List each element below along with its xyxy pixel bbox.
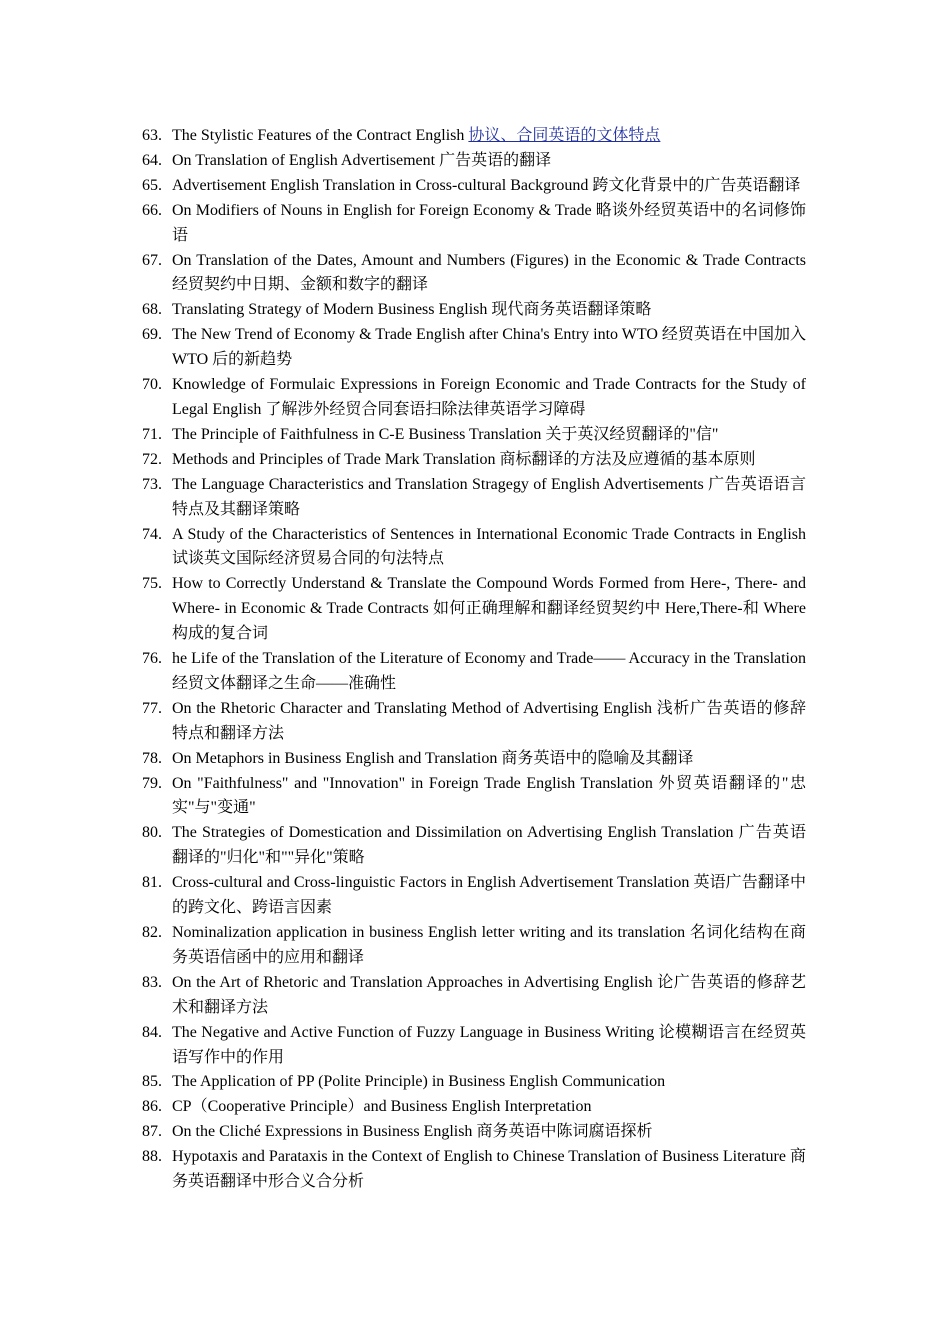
item-number: 80. bbox=[142, 824, 162, 842]
list-item bbox=[142, 249, 806, 299]
list-item bbox=[142, 448, 806, 473]
list-item bbox=[142, 1021, 806, 1071]
item-number: 73. bbox=[142, 475, 162, 493]
item-english-title: he Life of the Translation of the Literature of Economy and Trade—— Accuracy in the Translation bbox=[172, 650, 806, 668]
list-item bbox=[142, 473, 806, 523]
item-english-title: The Strategies of Domestication and Dissimilation on Advertising English Translation bbox=[172, 824, 739, 842]
item-chinese-title: 论模糊语言在经贸英语写作中的作用 bbox=[172, 1023, 806, 1066]
item-english-title: The Negative and Active Function of Fuzzy Language in Business Writing bbox=[172, 1023, 659, 1041]
item-number: 87. bbox=[142, 1123, 162, 1141]
item-english-title: On the Rhetoric Character and Translating Method of Advertising English bbox=[172, 699, 657, 717]
item-number: 77. bbox=[142, 699, 162, 717]
item-chinese-title: 论广告英语的修辞艺术和翻译方法 bbox=[172, 973, 806, 1016]
list-item bbox=[142, 323, 806, 373]
item-number: 83. bbox=[142, 973, 162, 991]
list-item bbox=[142, 971, 806, 1021]
list-item bbox=[142, 149, 806, 174]
list-item bbox=[142, 921, 806, 971]
item-chinese-title: 试谈英文国际经济贸易合同的句法特点 bbox=[172, 550, 445, 568]
list-item bbox=[142, 772, 806, 822]
list-item bbox=[142, 572, 806, 647]
item-english-title: On Translation of the Dates, Amount and Numbers (Figures) in the Economic & Trade Contracts bbox=[172, 251, 806, 269]
item-english-title: The Stylistic Features of the Contract English bbox=[172, 127, 469, 144]
item-english-title: Methods and Principles of Trade Mark Translation bbox=[172, 450, 500, 468]
thesis-topic-list bbox=[142, 124, 806, 1195]
item-number: 63. bbox=[142, 127, 162, 144]
list-item bbox=[142, 1070, 806, 1095]
item-chinese-title: 名词化结构在商务英语信函中的应用和翻译 bbox=[172, 924, 806, 966]
item-chinese-title: 现代商务英语翻译策略 bbox=[491, 301, 652, 319]
item-chinese-title: 关于英汉经贸翻译的"信" bbox=[545, 425, 719, 443]
item-english-title: The New Trend of Economy & Trade English after China's Entry into WTO bbox=[172, 326, 662, 344]
item-number: 81. bbox=[142, 874, 162, 892]
item-english-title: CP（Cooperative Principle）and Business English Interpretation bbox=[172, 1098, 592, 1116]
item-chinese-title: 广告英语翻译的"归化"和""异化"策略 bbox=[172, 824, 806, 867]
item-number: 71. bbox=[142, 425, 162, 443]
item-english-title: The Principle of Faithfulness in C-E Business Translation bbox=[172, 425, 546, 443]
item-english-title: Translating Strategy of Modern Business English bbox=[172, 301, 492, 319]
item-english-title: The Language Characteristics and Translation Stragegy of English Advertisements bbox=[172, 475, 709, 493]
item-english-title: A Study of the Characteristics of Sentences in International Economic Trade Contracts in English bbox=[172, 525, 806, 543]
item-chinese-title: 商务英语翻译中形合义合分析 bbox=[172, 1148, 806, 1191]
list-item bbox=[142, 1120, 806, 1145]
list-item bbox=[142, 174, 806, 199]
list-item bbox=[142, 871, 806, 921]
item-number: 69. bbox=[142, 326, 162, 344]
item-english-title: The Application of PP (Polite Principle) in Business English Communication bbox=[172, 1073, 666, 1091]
item-english-title: Knowledge of Formulaic Expressions in Foreign Economic and Trade Contracts for the Study of Legal English bbox=[172, 376, 806, 418]
item-chinese-title: 略谈外经贸英语中的名词修饰语 bbox=[172, 201, 806, 244]
item-chinese-title: 商务英语中陈词腐语探析 bbox=[476, 1123, 653, 1141]
list-item bbox=[142, 199, 806, 249]
item-english-title: Advertisement English Translation in Cross-cultural Background bbox=[172, 176, 593, 194]
item-number: 64. bbox=[142, 151, 162, 169]
list-item bbox=[142, 1095, 806, 1120]
list-item bbox=[142, 697, 806, 747]
item-english-title: On Translation of English Advertisement bbox=[172, 151, 440, 169]
item-number: 65. bbox=[142, 176, 162, 194]
item-number: 85. bbox=[142, 1073, 162, 1091]
item-english-title: Cross-cultural and Cross-linguistic Factors in English Advertisement Translation bbox=[172, 874, 694, 892]
item-chinese-title: 跨文化背景中的广告英语翻译 bbox=[592, 176, 801, 194]
item-chinese-title-link[interactable]: 协议、合同英语的文体特点 bbox=[468, 127, 661, 144]
item-number: 78. bbox=[142, 749, 162, 767]
item-chinese-title: 商务英语中的隐喻及其翻译 bbox=[501, 749, 694, 767]
item-number: 68. bbox=[142, 301, 162, 319]
item-chinese-title: 经贸契约中日期、金额和数字的翻译 bbox=[172, 276, 429, 294]
item-chinese-title: 了解涉外经贸合同套语扫除法律英语学习障碍 bbox=[265, 400, 586, 418]
item-chinese-title: 经贸文体翻译之生命——准确性 bbox=[172, 674, 397, 692]
list-item bbox=[142, 647, 806, 697]
list-item bbox=[142, 423, 806, 448]
item-chinese-title: 商标翻译的方法及应遵循的基本原则 bbox=[499, 450, 756, 468]
item-number: 72. bbox=[142, 450, 162, 468]
list-item bbox=[142, 523, 806, 573]
item-chinese-title: 浅析广告英语的修辞特点和翻译方法 bbox=[172, 699, 806, 742]
item-number: 79. bbox=[142, 774, 162, 792]
item-english-title: On Metaphors in Business English and Translation bbox=[172, 749, 502, 767]
item-number: 86. bbox=[142, 1098, 162, 1116]
item-chinese-title: 英语广告翻译中的跨文化、跨语言因素 bbox=[172, 874, 806, 917]
item-number: 74. bbox=[142, 525, 162, 543]
list-item bbox=[142, 373, 806, 423]
list-item bbox=[142, 1145, 806, 1195]
item-number: 88. bbox=[142, 1148, 162, 1166]
list-item bbox=[142, 298, 806, 323]
item-chinese-title: 外贸英语翻译的"忠实"与"变通" bbox=[172, 774, 806, 817]
item-number: 76. bbox=[142, 650, 162, 668]
list-item bbox=[142, 821, 806, 871]
list-item bbox=[142, 124, 806, 149]
item-english-title: On Modifiers of Nouns in English for Foreign Economy & Trade bbox=[172, 201, 596, 219]
item-number: 82. bbox=[142, 924, 162, 941]
item-number: 70. bbox=[142, 376, 162, 394]
item-english-title: How to Correctly Understand & Translate the Compound Words Formed from Here-, There- and Where- in Economic & Trade Contracts bbox=[172, 575, 806, 618]
item-number: 75. bbox=[142, 575, 162, 593]
item-english-title: On the Cliché Expressions in Business English bbox=[172, 1123, 477, 1141]
item-english-title: On the Art of Rhetoric and Translation Approaches in Advertising English bbox=[172, 973, 658, 991]
item-chinese-title: 经贸英语在中国加入 WTO 后的新趋势 bbox=[172, 326, 806, 369]
item-number: 67. bbox=[142, 251, 162, 269]
item-english-title: Nominalization application in business English letter writing and its translation bbox=[172, 924, 690, 941]
item-chinese-title: 如何正确理解和翻译经贸契约中 Here,There-和 Where 构成的复合词 bbox=[172, 600, 806, 643]
item-chinese-title: 广告英语语言特点及其翻译策略 bbox=[172, 475, 806, 518]
item-number: 66. bbox=[142, 201, 162, 219]
item-english-title: On "Faithfulness" and "Innovation" in Foreign Trade English Translation bbox=[172, 774, 659, 792]
item-english-title: Hypotaxis and Parataxis in the Context of English to Chinese Translation of Business Literature bbox=[172, 1148, 790, 1166]
item-chinese-title: 广告英语的翻译 bbox=[439, 151, 552, 169]
item-number: 84. bbox=[142, 1023, 162, 1041]
list-item bbox=[142, 747, 806, 772]
